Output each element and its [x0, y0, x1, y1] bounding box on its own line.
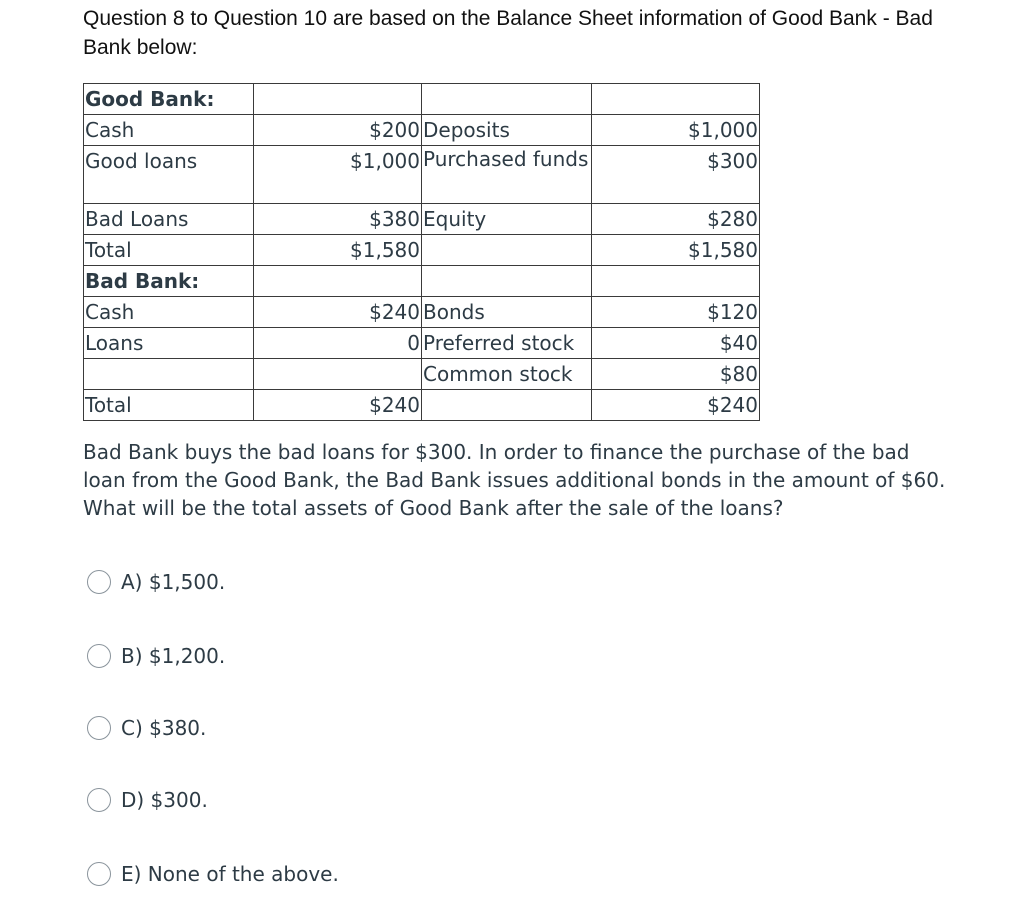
choice-a[interactable]: [87, 568, 225, 596]
table-cell: Purchased funds: [422, 146, 592, 204]
table-cell: $80: [592, 359, 760, 390]
choice-label: C) $380.: [121, 716, 207, 740]
table-row: [84, 266, 760, 297]
table-cell: Cash: [84, 115, 254, 146]
radio-button[interactable]: [87, 570, 111, 594]
table-cell: $240: [254, 390, 422, 421]
balance-sheet-table: [83, 83, 760, 421]
choice-label: B) $1,200.: [121, 644, 226, 668]
table-cell: $1,000: [254, 146, 422, 204]
table-cell: $1,580: [254, 235, 422, 266]
table-cell: [254, 359, 422, 390]
table-cell: $240: [592, 390, 760, 421]
table-row: [84, 359, 760, 390]
table-cell: $300: [592, 146, 760, 204]
table-cell: Cash: [84, 297, 254, 328]
table-cell: $120: [592, 297, 760, 328]
choice-c[interactable]: [87, 714, 206, 742]
choice-label: A) $1,500.: [121, 570, 226, 594]
choice-label: D) $300.: [121, 788, 208, 812]
table-cell: Common stock: [422, 359, 592, 390]
table-cell: $1,000: [592, 115, 760, 146]
table-cell: $40: [592, 328, 760, 359]
bad-bank-header: Bad Bank:: [84, 266, 254, 297]
table-cell: [422, 390, 592, 421]
good-bank-header: Good Bank:: [84, 84, 254, 115]
table-row: [84, 204, 760, 235]
table-row: [84, 390, 760, 421]
table-cell: $1,580: [592, 235, 760, 266]
table-cell: $200: [254, 115, 422, 146]
table-cell: Equity: [422, 204, 592, 235]
table-cell: Good loans: [84, 146, 254, 204]
table-cell: $280: [592, 204, 760, 235]
choice-b[interactable]: [87, 642, 225, 670]
table-row: [84, 328, 760, 359]
radio-button[interactable]: [87, 862, 111, 886]
table-cell: Bonds: [422, 297, 592, 328]
table-row: [84, 297, 760, 328]
table-cell: Total: [84, 390, 254, 421]
table-row: [84, 84, 760, 115]
intro-text: Question 8 to Question 10 are based on the Balance Sheet information of Good Bank - Bad Bank below:: [83, 7, 933, 59]
radio-button[interactable]: [87, 788, 111, 812]
table-cell: [422, 235, 592, 266]
table-cell: Bad Loans: [84, 204, 254, 235]
question-text: Bad Bank buys the bad loans for $300. In order to finance the purchase of the bad loan from the Good Bank, the Bad Bank issues additional bonds in the amount of $60. What will be the total assets of Good Bank after the sale of the loans?: [83, 440, 946, 520]
table-row: [84, 146, 760, 204]
radio-button[interactable]: [87, 716, 111, 740]
table-cell: $380: [254, 204, 422, 235]
choice-d[interactable]: [87, 786, 208, 814]
table-cell: [84, 359, 254, 390]
choice-label: E) None of the above.: [121, 862, 339, 886]
table-cell: 0: [254, 328, 422, 359]
table-cell: Preferred stock: [422, 328, 592, 359]
choice-e[interactable]: [87, 860, 339, 888]
table-cell: $240: [254, 297, 422, 328]
table-row: [84, 115, 760, 146]
radio-button[interactable]: [87, 644, 111, 668]
table-cell: Deposits: [422, 115, 592, 146]
table-row: [84, 235, 760, 266]
table-cell: Total: [84, 235, 254, 266]
table-cell: Loans: [84, 328, 254, 359]
